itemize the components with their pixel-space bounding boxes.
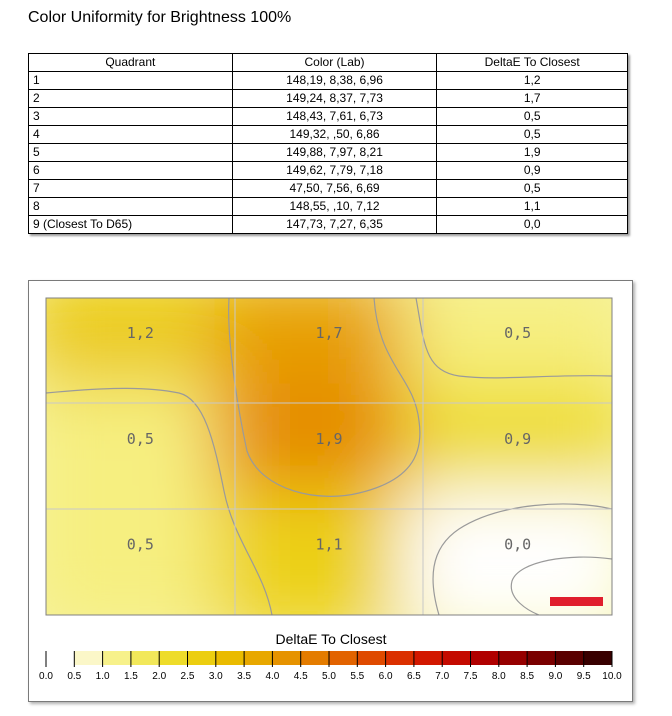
colorbar-tick-label: 0.5 [67, 671, 82, 682]
quadrant-cell: 7 [29, 180, 233, 198]
colorbar-segment [357, 651, 386, 665]
cell-value-label: 0,9 [504, 429, 532, 448]
colorbar-segment [74, 651, 103, 665]
colorbar-tick-label: 9.5 [576, 671, 591, 682]
colorbar-segment [414, 651, 443, 665]
colorbar-tick-label: 0.0 [39, 671, 53, 682]
deltae-cell: 0,5 [437, 126, 628, 144]
cell-value-label: 1,1 [315, 535, 343, 554]
colorbar-segment [584, 651, 613, 665]
colorbar-tick-label: 8.0 [491, 671, 506, 682]
table-row [29, 198, 628, 216]
colorbar-tick-label: 9.0 [548, 671, 563, 682]
uniformity-heatmap [29, 281, 632, 701]
lab-cell: 148,19, 8,38, 6,96 [232, 72, 437, 90]
colorbar [39, 651, 622, 682]
lab-cell: 147,73, 7,27, 6,35 [232, 216, 437, 234]
table-row [29, 162, 628, 180]
lab-cell: 148,43, 7,61, 6,73 [232, 108, 437, 126]
cell-value-label: 0,5 [126, 535, 154, 554]
colorbar-segment [159, 651, 188, 665]
quadrant-cell: 6 [29, 162, 233, 180]
deltae-cell: 1,9 [437, 144, 628, 162]
colorbar-segment [244, 651, 273, 665]
table-row [29, 72, 628, 90]
quadrant-cell: 3 [29, 108, 233, 126]
colorbar-segment [442, 651, 471, 665]
colorbar-segment [499, 651, 528, 665]
cell-value-label: 1,2 [126, 324, 154, 343]
deltae-cell: 1,7 [437, 90, 628, 108]
deltae-cell: 1,2 [437, 72, 628, 90]
colorbar-segment [46, 651, 75, 665]
colorbar-tick-label: 6.5 [406, 671, 421, 682]
colorbar-segment [555, 651, 584, 665]
lab-cell: 47,50, 7,56, 6,69 [232, 180, 437, 198]
colorbar-tick-label: 2.5 [180, 671, 195, 682]
table-row [29, 180, 628, 198]
reference-marker [550, 597, 603, 606]
colorbar-segment [216, 651, 245, 665]
colorbar-tick-label: 1.0 [95, 671, 110, 682]
colorbar-tick-label: 6.0 [378, 671, 393, 682]
page-title: Color Uniformity for Brightness 100% [28, 9, 292, 26]
quadrant-cell: 8 [29, 198, 233, 216]
colorbar-tick-label: 4.5 [293, 671, 308, 682]
colorbar-segment [301, 651, 330, 665]
colorbar-tick-label: 8.5 [520, 671, 535, 682]
colorbar-segment [329, 651, 358, 665]
lab-cell: 149,62, 7,79, 7,18 [232, 162, 437, 180]
colorbar-tick-label: 7.0 [435, 671, 450, 682]
cell-value-label: 0,0 [504, 535, 532, 554]
colorbar-tick-label: 3.0 [208, 671, 223, 682]
uniformity-chart-panel [28, 280, 633, 702]
colorbar-segment [272, 651, 301, 665]
quadrant-cell: 1 [29, 72, 233, 90]
colorbar-segment [471, 651, 500, 665]
lab-cell: 149,88, 7,97, 8,21 [232, 144, 437, 162]
colorbar-tick-label: 3.5 [237, 671, 252, 682]
lab-cell: 149,32, ,50, 6,86 [232, 126, 437, 144]
colorbar-tick-label: 7.5 [463, 671, 478, 682]
header-color-lab: Color (Lab) [232, 54, 437, 72]
colorbar-segment [103, 651, 132, 665]
colorbar-segment [386, 651, 415, 665]
quadrant-cell: 5 [29, 144, 233, 162]
quadrant-cell: 4 [29, 126, 233, 144]
colorbar-segment [131, 651, 160, 665]
cell-value-label: 0,5 [504, 324, 532, 343]
deltae-cell: 0,9 [437, 162, 628, 180]
quadrant-cell: 2 [29, 90, 233, 108]
colorbar-tick-label: 5.5 [350, 671, 365, 682]
quadrant-cell: 9 (Closest To D65) [29, 216, 233, 234]
colorbar-tick-label: 2.0 [152, 671, 167, 682]
cell-value-label: 1,9 [315, 429, 343, 448]
lab-cell: 148,55, ,10, 7,12 [232, 198, 437, 216]
table-row [29, 144, 628, 162]
table-header-row [29, 54, 628, 72]
cell-value-label: 0,5 [126, 429, 154, 448]
deltae-cell: 0,5 [437, 180, 628, 198]
table-row [29, 90, 628, 108]
colorbar-tick-label: 4.0 [265, 671, 280, 682]
heat-cell-r3-c3 [403, 489, 632, 635]
colorbar-segment [527, 651, 556, 665]
cell-value-label: 1,7 [315, 324, 343, 343]
deltae-cell: 0,0 [437, 216, 628, 234]
table-row [29, 216, 628, 234]
table-row [29, 108, 628, 126]
colorbar-tick-label: 5.0 [322, 671, 336, 682]
header-quadrant: Quadrant [29, 54, 233, 72]
colorbar-tick-label: 1.5 [123, 671, 138, 682]
deltae-cell: 1,1 [437, 198, 628, 216]
header-deltae: DeltaE To Closest [437, 54, 628, 72]
lab-cell: 149,24, 8,37, 7,73 [232, 90, 437, 108]
colorbar-tick-label: 10.0 [602, 671, 622, 682]
colorbar-title: DeltaE To Closest [275, 631, 387, 647]
deltae-cell: 0,5 [437, 108, 628, 126]
color-lab-table [28, 53, 628, 234]
table-row [29, 126, 628, 144]
colorbar-segment [188, 651, 217, 665]
